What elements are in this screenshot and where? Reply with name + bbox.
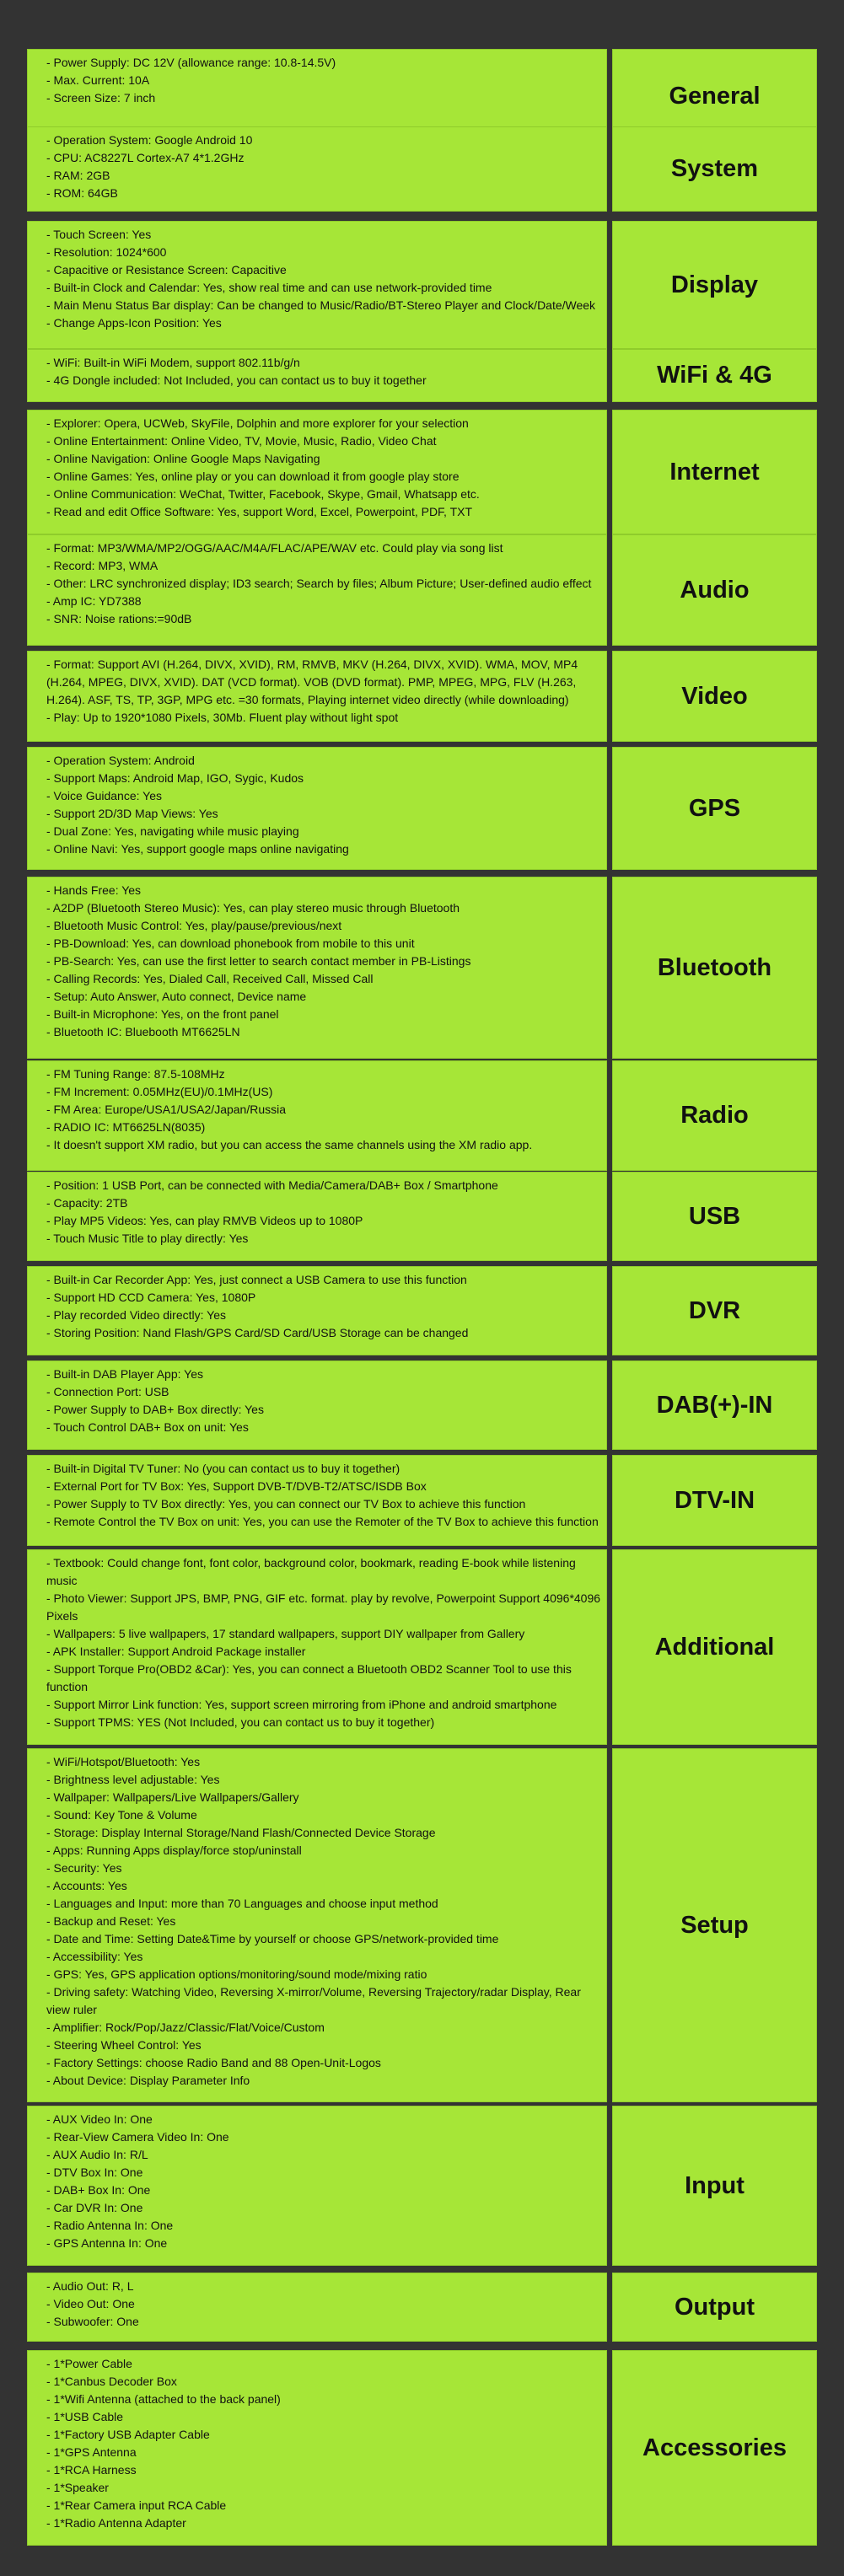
spec-line: - Online Entertainment: Online Video, TV, Movie, Music, Radio, Video Chat <box>46 434 437 448</box>
spec-line: - Backup and Reset: Yes <box>46 1914 176 1928</box>
spec-line: - CPU: AC8227L Cortex-A7 4*1.2GHz <box>46 151 245 164</box>
spec-line: - Record: MP3, WMA <box>46 559 159 572</box>
spec-category-label: Accessories <box>612 2350 817 2546</box>
spec-category-label: USB <box>612 1172 817 1261</box>
spec-line: - Play: Up to 1920*1080 Pixels, 30Mb. Fluent play without light spot <box>46 711 399 724</box>
spec-line: - Capacity: 2TB <box>46 1196 128 1210</box>
spec-details <box>27 410 607 534</box>
spec-line: - DTV Box In: One <box>46 2165 143 2179</box>
spec-line: - Format: Support AVI (H.264, DIVX, XVID), RM, RMVB, MKV (H.264, DIVX, XVID). WMA, MOV, MP4 (H.264, MPEG, DIVX, XVID). DAT (VCD format). VOB (DVD format). PMP, MPEG, MPG, FLV (H.263, H.264). ASF, TS, TP, 3GP, MPG etc. =30 formats, Playing internet video directly (while downloading) <box>46 657 578 706</box>
spec-line: - Sound: Key Tone & Volume <box>46 1808 197 1822</box>
spec-row <box>27 651 817 742</box>
spec-line: - GPS: Yes, GPS application options/monitoring/sound mode/mixing ratio <box>46 1967 427 1981</box>
spec-line: - FM Area: Europe/USA1/USA2/Japan/Russia <box>46 1103 287 1116</box>
spec-row <box>27 877 817 1059</box>
spec-details <box>27 1172 607 1261</box>
spec-category-label: DAB(+)-IN <box>612 1360 817 1450</box>
spec-line: - Max. Current: 10A <box>46 73 150 87</box>
spec-line: - Hands Free: Yes <box>46 883 142 897</box>
spec-line: - Built-in Digital TV Tuner: No (you can contact us to buy it together) <box>46 1462 400 1475</box>
spec-line: - Screen Size: 7 inch <box>46 91 156 105</box>
spec-row <box>27 1455 817 1546</box>
spec-details <box>27 126 607 212</box>
spec-line: - Radio Antenna In: One <box>46 2219 174 2232</box>
spec-line: - Languages and Input: more than 70 Languages and choose input method <box>46 1897 438 1910</box>
spec-category-label: DVR <box>612 1266 817 1355</box>
spec-line: - Format: MP3/WMA/MP2/OGG/AAC/M4A/FLAC/APE/WAV etc. Could play via song list <box>46 541 503 555</box>
spec-line: - Power Supply: DC 12V (allowance range: 10.8-14.5V) <box>46 56 336 69</box>
spec-row <box>27 1172 817 1261</box>
spec-category-label: System <box>612 126 817 212</box>
spec-line: - RAM: 2GB <box>46 169 110 182</box>
spec-category-label: Output <box>612 2273 817 2342</box>
spec-line: - Play recorded Video directly: Yes <box>46 1308 226 1322</box>
spec-line: - Remote Control the TV Box on unit: Yes, you can use the Remoter of the TV Box to achieve this function <box>46 1515 599 1528</box>
spec-line: - Amp IC: YD7388 <box>46 594 142 608</box>
spec-category-label: Additional <box>612 1549 817 1745</box>
spec-line: - Accounts: Yes <box>46 1879 127 1892</box>
spec-line: - Resolution: 1024*600 <box>46 245 167 259</box>
spec-category-label: Video <box>612 651 817 742</box>
spec-line: - Play MP5 Videos: Yes, can play RMVB Videos up to 1080P <box>46 1214 363 1227</box>
spec-line: - Touch Music Title to play directly: Yes <box>46 1232 249 1245</box>
spec-row <box>27 1266 817 1355</box>
spec-row <box>27 1360 817 1450</box>
spec-line: - Support TPMS: YES (Not Included, you can contact us to buy it together) <box>46 1715 435 1729</box>
spec-line: - DAB+ Box In: One <box>46 2183 151 2197</box>
spec-line: - Support 2D/3D Map Views: Yes <box>46 807 218 820</box>
spec-line: - Brightness level adjustable: Yes <box>46 1773 220 1786</box>
spec-line: - Operation System: Android <box>46 754 195 767</box>
spec-line: - Storage: Display Internal Storage/Nand Flash/Connected Device Storage <box>46 1826 436 1839</box>
spec-row <box>27 2106 817 2266</box>
spec-line: - 1*RCA Harness <box>46 2463 137 2477</box>
spec-line: - PB-Search: Yes, can use the first letter to search contact member in PB-Listings <box>46 954 471 968</box>
spec-line: - 1*Wifi Antenna (attached to the back panel) <box>46 2392 281 2406</box>
spec-details <box>27 2273 607 2342</box>
spec-line: - Support Maps: Android Map, IGO, Sygic, Kudos <box>46 771 304 785</box>
spec-line: - Factory Settings: choose Radio Band and 88 Open-Unit-Logos <box>46 2056 381 2069</box>
spec-line: - 1*Power Cable <box>46 2357 132 2370</box>
spec-details <box>27 221 607 349</box>
spec-line: - Accessibility: Yes <box>46 1950 143 1963</box>
spec-line: - Built-in Clock and Calendar: Yes, show real time and can use network-provided time <box>46 281 492 294</box>
spec-row <box>27 534 817 646</box>
spec-category-label: Display <box>612 221 817 349</box>
spec-line: - A2DP (Bluetooth Stereo Music): Yes, can play stereo music through Bluetooth <box>46 901 460 915</box>
spec-category-label: General <box>612 49 817 143</box>
spec-details <box>27 1266 607 1355</box>
spec-line: - Touch Control DAB+ Box on unit: Yes <box>46 1420 249 1434</box>
spec-row <box>27 1549 817 1745</box>
spec-line: - Subwoofer: One <box>46 2315 139 2328</box>
spec-details <box>27 1549 607 1745</box>
spec-row <box>27 2273 817 2342</box>
spec-line: - Other: LRC synchronized display; ID3 search; Search by files; Album Picture; User-defined audio effect <box>46 577 592 590</box>
spec-line: - Support Mirror Link function: Yes, support screen mirroring from iPhone and android smartphone <box>46 1698 557 1711</box>
spec-details <box>27 534 607 646</box>
spec-details <box>27 2106 607 2266</box>
spec-category-label: Setup <box>612 1748 817 2102</box>
spec-line: - Voice Guidance: Yes <box>46 789 162 802</box>
spec-line: - Wallpapers: 5 live wallpapers, 17 standard wallpapers, support DIY wallpaper from Gallery <box>46 1627 525 1640</box>
spec-category-label: WiFi & 4G <box>612 349 817 402</box>
spec-line: - Support HD CCD Camera: Yes, 1080P <box>46 1291 256 1304</box>
spec-line: - Security: Yes <box>46 1861 122 1875</box>
spec-line: - External Port for TV Box: Yes, Support DVB-T/DVB-T2/ATSC/ISDB Box <box>46 1479 427 1493</box>
spec-line: - Connection Port: USB <box>46 1385 169 1398</box>
spec-line: - Rear-View Camera Video In: One <box>46 2130 229 2144</box>
spec-line: - 4G Dongle included: Not Included, you can contact us to buy it together <box>46 373 427 387</box>
spec-line: - Bluetooth Music Control: Yes, play/pause/previous/next <box>46 919 342 932</box>
spec-line: - Power Supply to DAB+ Box directly: Yes <box>46 1403 264 1416</box>
spec-line: - APK Installer: Support Android Package installer <box>46 1645 306 1658</box>
spec-category-label: Input <box>612 2106 817 2266</box>
spec-line: - Setup: Auto Answer, Auto connect, Device name <box>46 990 307 1003</box>
spec-line: - Photo Viewer: Support JPS, BMP, PNG, GIF etc. format. play by revolve, Powerpoint Support 4096*4096 Pixels <box>46 1591 601 1623</box>
spec-line: - Touch Screen: Yes <box>46 228 152 241</box>
spec-line: - 1*Radio Antenna Adapter <box>46 2516 186 2530</box>
spec-line: - Bluetooth IC: Bluebooth MT6625LN <box>46 1025 240 1038</box>
spec-line: - Read and edit Office Software: Yes, support Word, Excel, Powerpoint, PDF, TXT <box>46 505 473 518</box>
spec-line: - Video Out: One <box>46 2297 135 2310</box>
spec-line: - 1*Canbus Decoder Box <box>46 2375 177 2388</box>
spec-line: - Textbook: Could change font, font color, background color, bookmark, reading E-book while listening music <box>46 1556 576 1587</box>
spec-details <box>27 1455 607 1546</box>
spec-line: - RADIO IC: MT6625LN(8035) <box>46 1120 206 1134</box>
spec-line: - Car DVR In: One <box>46 2201 143 2214</box>
spec-line: - 1*USB Cable <box>46 2410 124 2423</box>
spec-details <box>27 747 607 870</box>
spec-line: - Amplifier: Rock/Pop/Jazz/Classic/Flat/Voice/Custom <box>46 2021 325 2034</box>
spec-line: - AUX Video In: One <box>46 2112 153 2126</box>
spec-details <box>27 877 607 1059</box>
spec-line: - WiFi: Built-in WiFi Modem, support 802.11b/g/n <box>46 356 300 369</box>
spec-line: - PB-Download: Yes, can download phonebook from mobile to this unit <box>46 936 415 950</box>
spec-line: - Online Communication: WeChat, Twitter, Facebook, Skype, Gmail, Whatsapp etc. <box>46 487 480 501</box>
spec-details <box>27 651 607 742</box>
spec-details <box>27 349 607 402</box>
spec-line: - Power Supply to TV Box directly: Yes, you can connect our TV Box to achieve this function <box>46 1497 526 1511</box>
spec-details <box>27 1360 607 1450</box>
spec-line: - WiFi/Hotspot/Bluetooth: Yes <box>46 1755 201 1768</box>
spec-category-label: DTV-IN <box>612 1455 817 1546</box>
spec-category-label: Internet <box>612 410 817 534</box>
spec-line: - GPS Antenna In: One <box>46 2236 168 2250</box>
spec-line: - Built-in Microphone: Yes, on the front panel <box>46 1007 279 1021</box>
spec-row <box>27 2350 817 2546</box>
spec-details <box>27 1748 607 2102</box>
spec-line: - FM Increment: 0.05MHz(EU)/0.1MHz(US) <box>46 1085 273 1098</box>
spec-line: - Main Menu Status Bar display: Can be changed to Music/Radio/BT-Stereo Player and Clock/Date/Week <box>46 298 596 312</box>
spec-line: - Steering Wheel Control: Yes <box>46 2038 202 2052</box>
spec-row <box>27 126 817 212</box>
spec-row <box>27 349 817 402</box>
spec-line: - 1*GPS Antenna <box>46 2445 137 2459</box>
spec-row <box>27 221 817 349</box>
spec-line: - Built-in DAB Player App: Yes <box>46 1367 203 1381</box>
spec-line: - AUX Audio In: R/L <box>46 2148 148 2161</box>
spec-line: - Audio Out: R, L <box>46 2279 134 2293</box>
spec-line: - Apps: Running Apps display/force stop/uninstall <box>46 1843 302 1857</box>
spec-line: - 1*Factory USB Adapter Cable <box>46 2428 210 2441</box>
spec-line: - Built-in Car Recorder App: Yes, just connect a USB Camera to use this function <box>46 1273 467 1286</box>
spec-row <box>27 1060 817 1171</box>
spec-line: - Change Apps-Icon Position: Yes <box>46 316 222 330</box>
spec-line: - Date and Time: Setting Date&Time by yourself or choose GPS/network-provided time <box>46 1932 499 1945</box>
spec-category-label: Radio <box>612 1060 817 1171</box>
spec-line: - SNR: Noise rations:=90dB <box>46 612 192 625</box>
spec-line: - 1*Rear Camera input RCA Cable <box>46 2498 227 2512</box>
spec-line: - 1*Speaker <box>46 2481 109 2494</box>
spec-line: - Wallpaper: Wallpapers/Live Wallpapers/Gallery <box>46 1790 299 1804</box>
spec-line: - Driving safety: Watching Video, Reversing X-mirror/Volume, Reversing Trajectory/radar Display, Rear view ruler <box>46 1985 581 2016</box>
spec-line: - Online Games: Yes, online play or you can download it from google play store <box>46 470 460 483</box>
spec-line: - FM Tuning Range: 87.5-108MHz <box>46 1067 225 1081</box>
spec-line: - Online Navigation: Online Google Maps Navigating <box>46 452 320 465</box>
spec-line: - Dual Zone: Yes, navigating while music playing <box>46 824 299 838</box>
spec-details <box>27 2350 607 2546</box>
spec-line: - Explorer: Opera, UCWeb, SkyFile, Dolphin and more explorer for your selection <box>46 416 469 430</box>
spec-line: - About Device: Display Parameter Info <box>46 2074 250 2087</box>
spec-category-label: Audio <box>612 534 817 646</box>
spec-row <box>27 410 817 534</box>
spec-line: - Capacitive or Resistance Screen: Capacitive <box>46 263 287 276</box>
spec-line: - Operation System: Google Android 10 <box>46 133 253 147</box>
spec-row <box>27 747 817 870</box>
spec-details <box>27 1060 607 1171</box>
spec-line: - Support Torque Pro(OBD2 &Car): Yes, you can connect a Bluetooth OBD2 Scanner Tool to use this function <box>46 1662 572 1693</box>
spec-category-label: Bluetooth <box>612 877 817 1059</box>
spec-line: - It doesn't support XM radio, but you can access the same channels using the XM radio app. <box>46 1138 533 1151</box>
spec-line: - Online Navi: Yes, support google maps online navigating <box>46 842 349 856</box>
spec-line: - ROM: 64GB <box>46 186 118 200</box>
spec-line: - Position: 1 USB Port, can be connected with Media/Camera/DAB+ Box / Smartphone <box>46 1178 498 1192</box>
spec-row <box>27 1748 817 2102</box>
spec-category-label: GPS <box>612 747 817 870</box>
spec-line: - Storing Position: Nand Flash/GPS Card/SD Card/USB Storage can be changed <box>46 1326 469 1339</box>
spec-line: - Calling Records: Yes, Dialed Call, Received Call, Missed Call <box>46 972 374 985</box>
